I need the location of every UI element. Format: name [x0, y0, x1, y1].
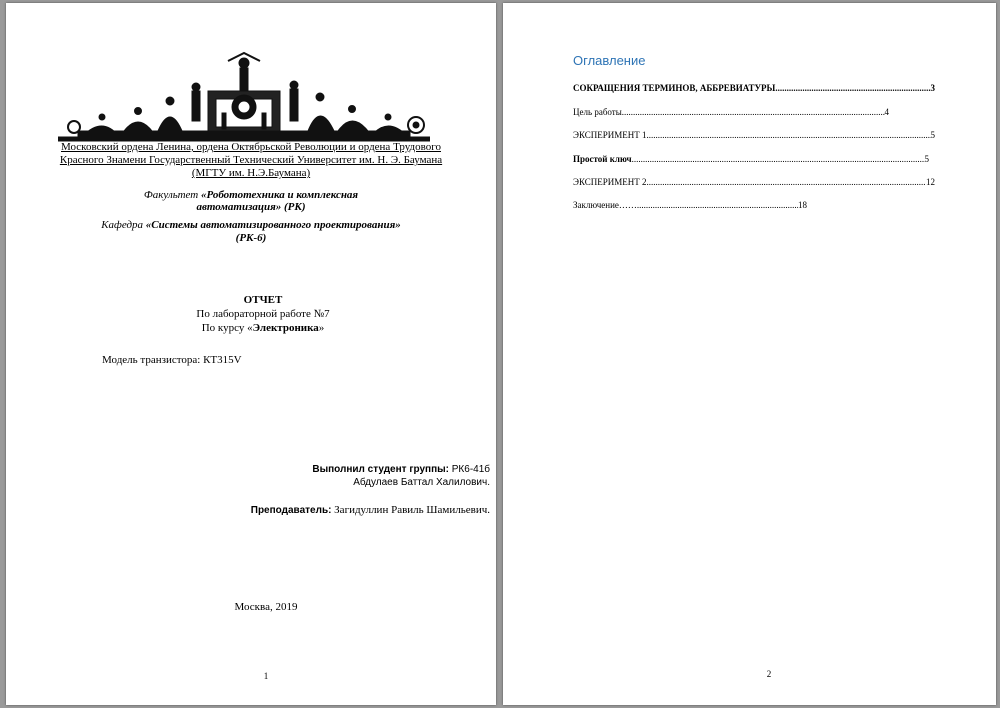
- department-name: «Системы автоматизированного проектирования»: [145, 219, 401, 231]
- toc-entry[interactable]: [573, 83, 935, 93]
- toc-entry-label: Простой ключ: [573, 154, 632, 164]
- report-title: ОТЧЕТ: [243, 294, 283, 306]
- student-label: Выполнил студент группы:: [312, 464, 449, 475]
- student-name: Абдулаев Баттал Халилович.: [353, 477, 490, 488]
- report-title-block: [6, 293, 496, 335]
- teacher-name: Загидуллин Равиль Шамильевич.: [331, 504, 490, 516]
- student-group-line: [312, 464, 490, 475]
- toc-heading: Оглавление: [573, 53, 646, 68]
- report-course-prefix: По курсу «: [201, 322, 253, 334]
- university-emblem-image: [58, 51, 430, 143]
- transistor-model: Модель транзистора: КТ315V: [102, 354, 242, 366]
- toc-entry-label: Заключение……: [573, 200, 637, 210]
- department-code: (РК-6): [235, 232, 267, 244]
- city-year: Москва, 2019: [234, 601, 298, 613]
- header-line-2: Красного Знамени Государственный Технический Университет им. Н. Э. Баумана: [59, 154, 443, 166]
- teacher-line: [251, 504, 490, 516]
- toc-entry[interactable]: [573, 200, 807, 210]
- university-header: [6, 141, 496, 180]
- page-1: [6, 3, 496, 705]
- toc-entry[interactable]: [573, 130, 935, 140]
- toc-entry-page: 12: [926, 177, 935, 187]
- student-group: РК6-41б: [448, 464, 490, 475]
- toc-entry[interactable]: [573, 107, 889, 117]
- toc-entry-page: 3: [930, 83, 935, 93]
- report-course-suffix: »: [318, 322, 325, 334]
- teacher-label: Преподаватель:: [250, 505, 332, 516]
- report-course: Электроника: [252, 322, 319, 334]
- toc-entry[interactable]: [573, 154, 929, 164]
- page-2: [503, 3, 996, 705]
- page-number: 1: [263, 671, 269, 681]
- department-prefix: Кафедра: [101, 219, 146, 231]
- header-line-1: Московский ордена Ленина, ордена Октябрьской Революции и ордена Трудового: [61, 141, 441, 153]
- department-block: [6, 219, 496, 245]
- faculty-name-line1: «Робототехника и комплексная: [201, 189, 359, 201]
- faculty-prefix: Факультет: [143, 189, 201, 201]
- toc-entry-page: 4: [884, 107, 889, 117]
- toc-entry[interactable]: [573, 177, 935, 187]
- toc-entry-page: 5: [924, 154, 929, 164]
- report-lab: По лабораторной работе №7: [196, 308, 330, 320]
- toc-entry-page: 18: [798, 200, 807, 210]
- toc-entry-page: 5: [930, 130, 935, 140]
- toc-entry-label: ЭКСПЕРИМЕНТ 1: [573, 130, 647, 140]
- toc-entry-label: Цель работы: [573, 107, 622, 117]
- faculty-block: [6, 189, 496, 213]
- toc-entry-label: СОКРАЩЕНИЯ ТЕРМИНОВ, АББРЕВИАТУРЫ: [573, 83, 776, 93]
- page-number: 2: [766, 669, 772, 679]
- faculty-name-line2: автоматизация» (РК): [196, 201, 306, 213]
- header-line-3: (МГТУ им. Н.Э.Баумана): [191, 167, 311, 179]
- toc-entry-label: ЭКСПЕРИМЕНТ 2: [573, 177, 647, 187]
